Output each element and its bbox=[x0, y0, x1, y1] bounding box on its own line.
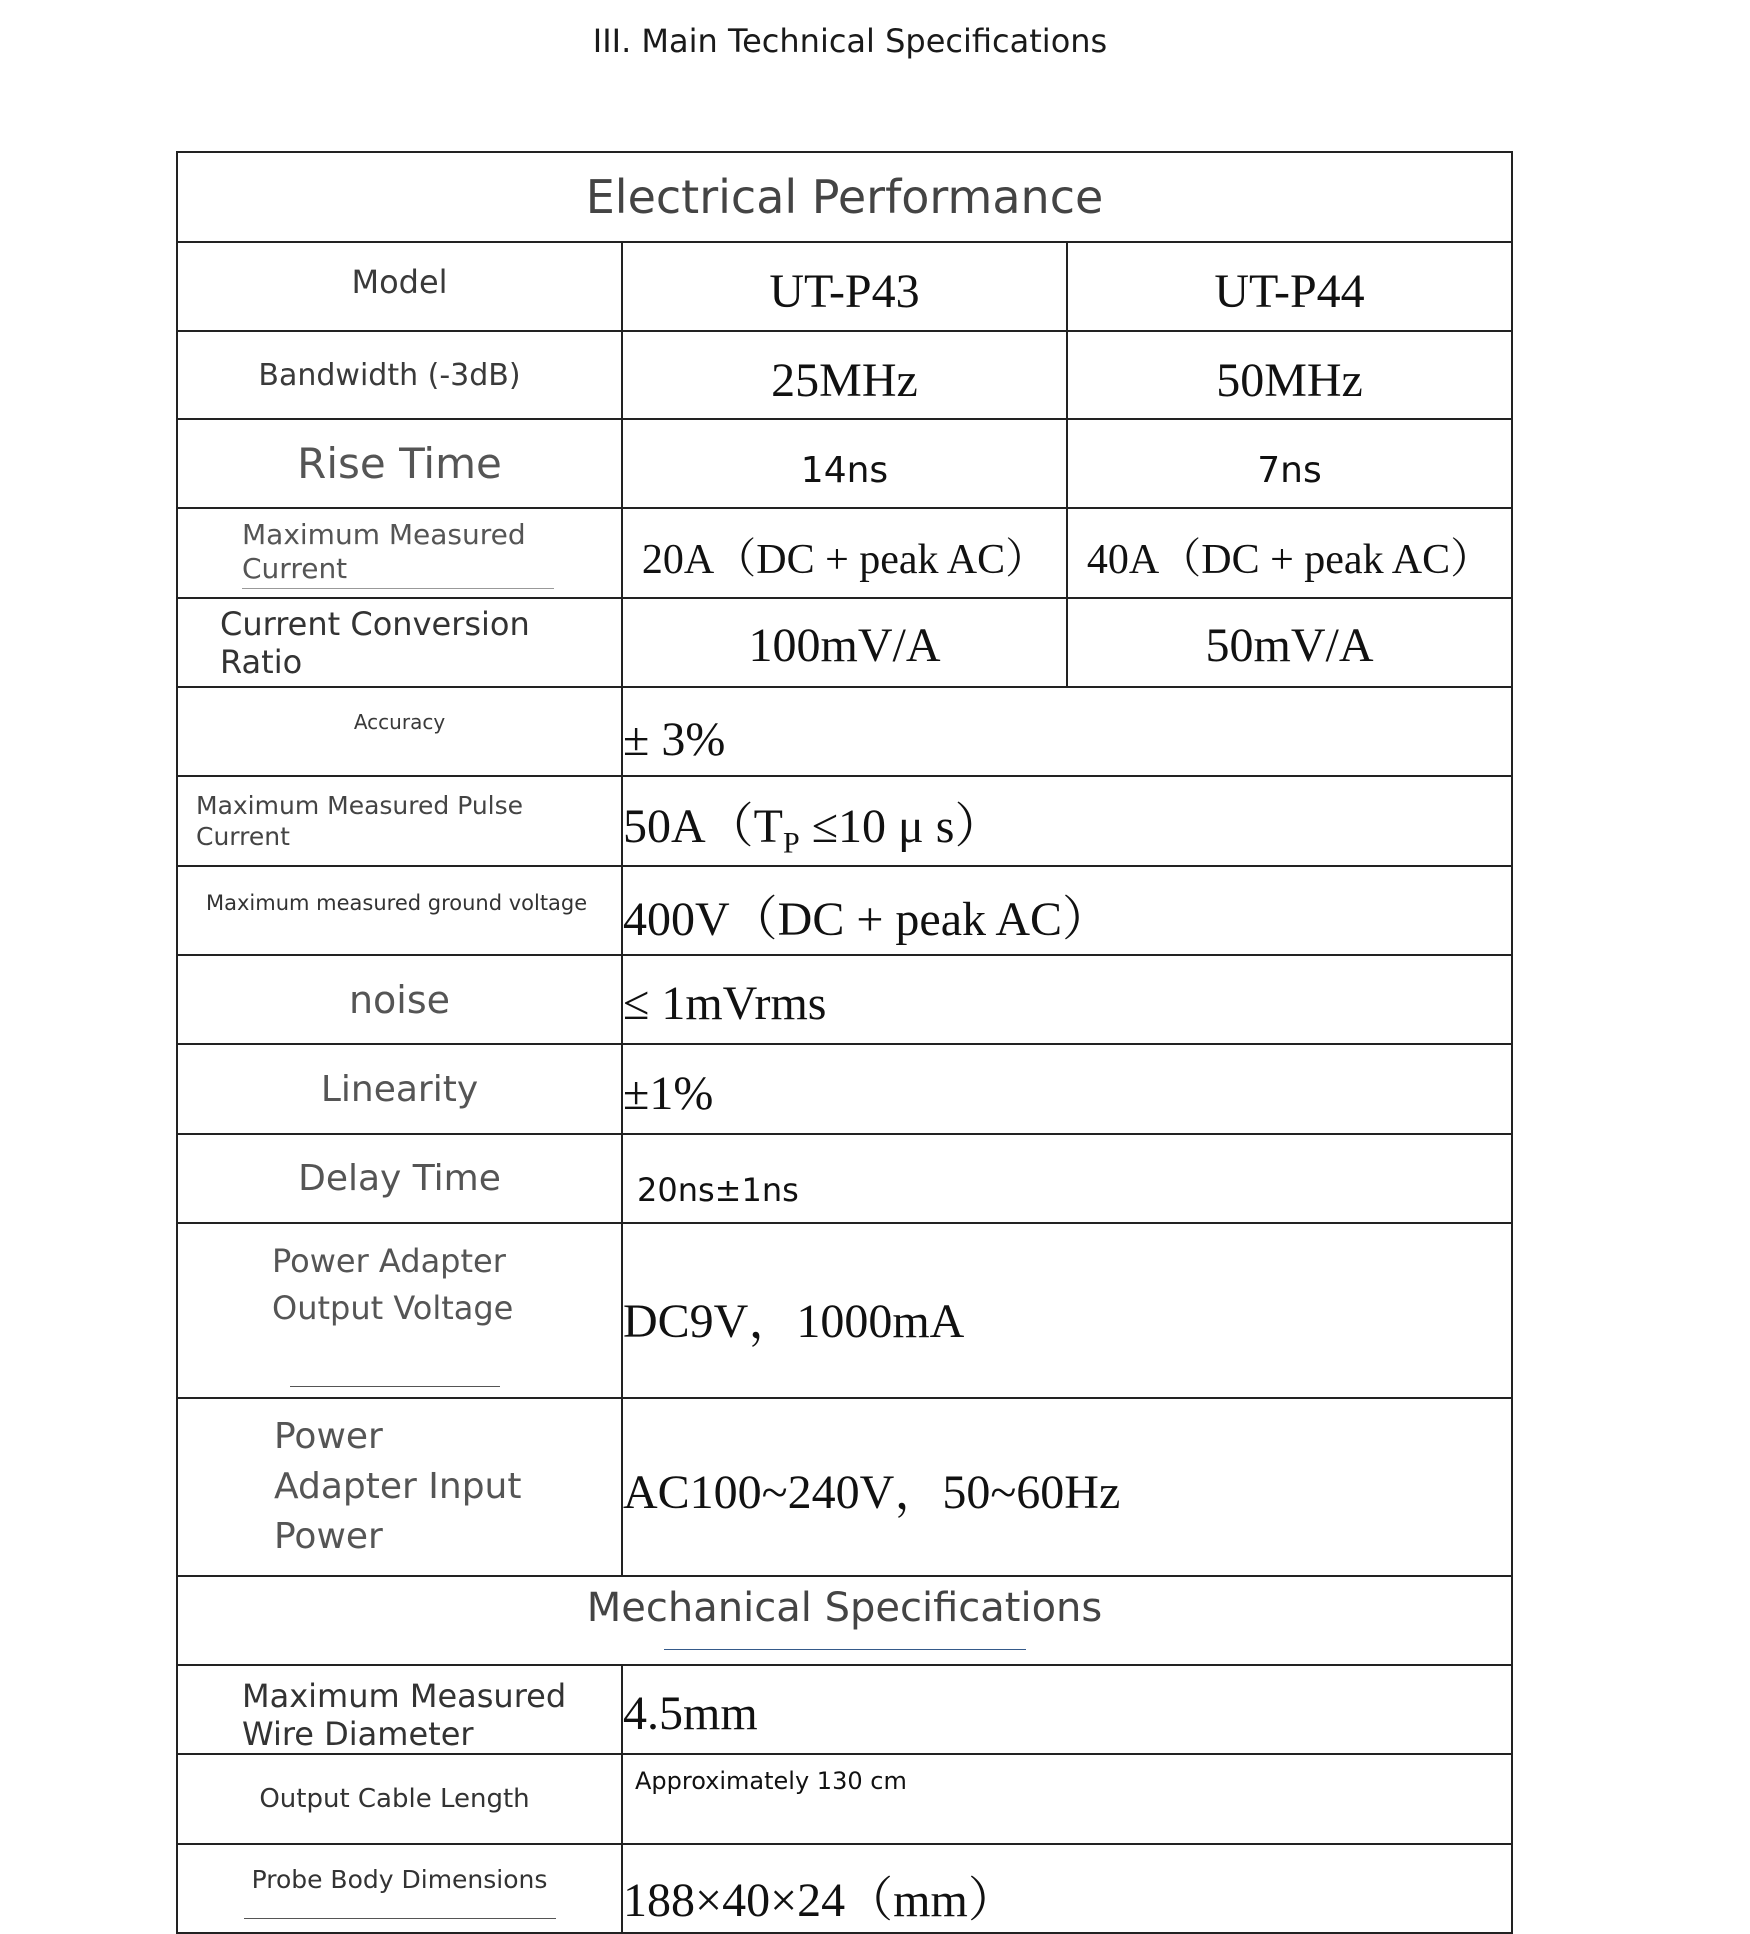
table-row bbox=[177, 598, 1512, 687]
rise-time-p44: 7ns bbox=[1067, 419, 1512, 508]
adapter-input-label bbox=[177, 1398, 622, 1576]
underline-rule bbox=[664, 1649, 1026, 1650]
pulse-current-label-line1: Maximum Measured Pulse bbox=[196, 791, 524, 820]
adapter-input-label-line2: Adapter Input bbox=[274, 1466, 522, 1507]
max-current-label bbox=[177, 508, 622, 598]
underline-rule bbox=[290, 1386, 500, 1387]
underline-rule bbox=[244, 1918, 556, 1919]
pulse-current-value bbox=[622, 776, 1512, 866]
bandwidth-label: Bandwidth (-3dB) bbox=[177, 331, 622, 419]
table-row bbox=[177, 419, 1512, 508]
pulse-value-prefix: 50A（T bbox=[623, 800, 783, 854]
max-current-label-line2: Current bbox=[242, 551, 348, 585]
model-p43: UT-P43 bbox=[622, 242, 1067, 331]
rise-time-label: Rise Time bbox=[177, 419, 622, 508]
table-row bbox=[177, 1665, 1512, 1754]
section-header-electrical: Electrical Performance bbox=[177, 152, 1512, 242]
adapter-input-label-line3: Power bbox=[274, 1516, 383, 1557]
dimensions-value: 188×40×24（mm） bbox=[622, 1844, 1512, 1933]
table-row bbox=[177, 687, 1512, 776]
adapter-output-label-line2: Output Voltage bbox=[272, 1289, 514, 1327]
conversion-p44: 50mV/A bbox=[1067, 598, 1512, 687]
section-header-mechanical-text: Mechanical Specifications bbox=[586, 1585, 1103, 1631]
noise-value: ≤ 1mVrms bbox=[622, 955, 1512, 1044]
max-current-p44: 40A（DC + peak AC） bbox=[1067, 508, 1512, 598]
table-row bbox=[177, 1044, 1512, 1134]
noise-label: noise bbox=[177, 955, 622, 1044]
adapter-output-value: DC9V，1000mA bbox=[622, 1223, 1512, 1398]
ground-voltage-value: 400V（DC + peak AC） bbox=[622, 866, 1512, 955]
adapter-output-label-line1: Power Adapter bbox=[272, 1242, 506, 1280]
model-p44: UT-P44 bbox=[1067, 242, 1512, 331]
wire-diameter-label-line1: Maximum Measured bbox=[242, 1676, 567, 1715]
underline-rule bbox=[242, 588, 554, 589]
delay-time-label: Delay Time bbox=[177, 1134, 622, 1223]
spec-table bbox=[176, 151, 1513, 1934]
table-row bbox=[177, 1134, 1512, 1223]
table-row bbox=[177, 866, 1512, 955]
pulse-current-label bbox=[177, 776, 622, 866]
model-label: Model bbox=[177, 242, 622, 331]
table-row bbox=[177, 242, 1512, 331]
accuracy-value: ± 3% bbox=[622, 687, 1512, 776]
delay-time-value: 20ns±1ns bbox=[622, 1134, 1512, 1223]
conversion-label-line1: Current Conversion bbox=[220, 604, 530, 643]
conversion-label bbox=[177, 598, 622, 687]
conversion-p43: 100mV/A bbox=[622, 598, 1067, 687]
table-row bbox=[177, 508, 1512, 598]
table-row bbox=[177, 1223, 1512, 1398]
page-title: III. Main Technical Specifications bbox=[592, 22, 1108, 60]
max-current-p43: 20A（DC + peak AC） bbox=[622, 508, 1067, 598]
cable-length-label: Output Cable Length bbox=[177, 1754, 622, 1844]
adapter-output-label bbox=[177, 1223, 622, 1398]
wire-diameter-value: 4.5mm bbox=[622, 1665, 1512, 1754]
adapter-input-label-line1: Power bbox=[274, 1416, 383, 1457]
linearity-value: ±1% bbox=[622, 1044, 1512, 1134]
dimensions-label bbox=[177, 1844, 622, 1933]
bandwidth-p43: 25MHz bbox=[622, 331, 1067, 419]
pulse-current-label-line2: Current bbox=[196, 822, 290, 851]
table-row bbox=[177, 331, 1512, 419]
linearity-label: Linearity bbox=[177, 1044, 622, 1134]
accuracy-label: Accuracy bbox=[177, 687, 622, 776]
conversion-label-line2: Ratio bbox=[220, 642, 303, 681]
table-row bbox=[177, 955, 1512, 1044]
bandwidth-p44: 50MHz bbox=[1067, 331, 1512, 419]
section-row-electrical bbox=[177, 152, 1512, 242]
adapter-input-value: AC100~240V，50~60Hz bbox=[622, 1398, 1512, 1576]
table-row bbox=[177, 1754, 1512, 1844]
ground-voltage-label: Maximum measured ground voltage bbox=[177, 866, 622, 955]
pulse-value-suffix: ≤10 μ s） bbox=[799, 800, 1003, 854]
pulse-value-sub: P bbox=[783, 826, 800, 860]
dimensions-label-text: Probe Body Dimensions bbox=[251, 1865, 548, 1894]
table-row bbox=[177, 776, 1512, 866]
table-row bbox=[177, 1844, 1512, 1933]
wire-diameter-label bbox=[177, 1665, 622, 1754]
table-row bbox=[177, 1398, 1512, 1576]
rise-time-p43: 14ns bbox=[622, 419, 1067, 508]
max-current-label-line1: Maximum Measured bbox=[242, 517, 526, 551]
section-row-mechanical bbox=[177, 1576, 1512, 1665]
section-header-mechanical bbox=[177, 1576, 1512, 1665]
cable-length-value: Approximately 130 cm bbox=[622, 1754, 1512, 1844]
wire-diameter-label-line2: Wire Diameter bbox=[242, 1714, 474, 1753]
